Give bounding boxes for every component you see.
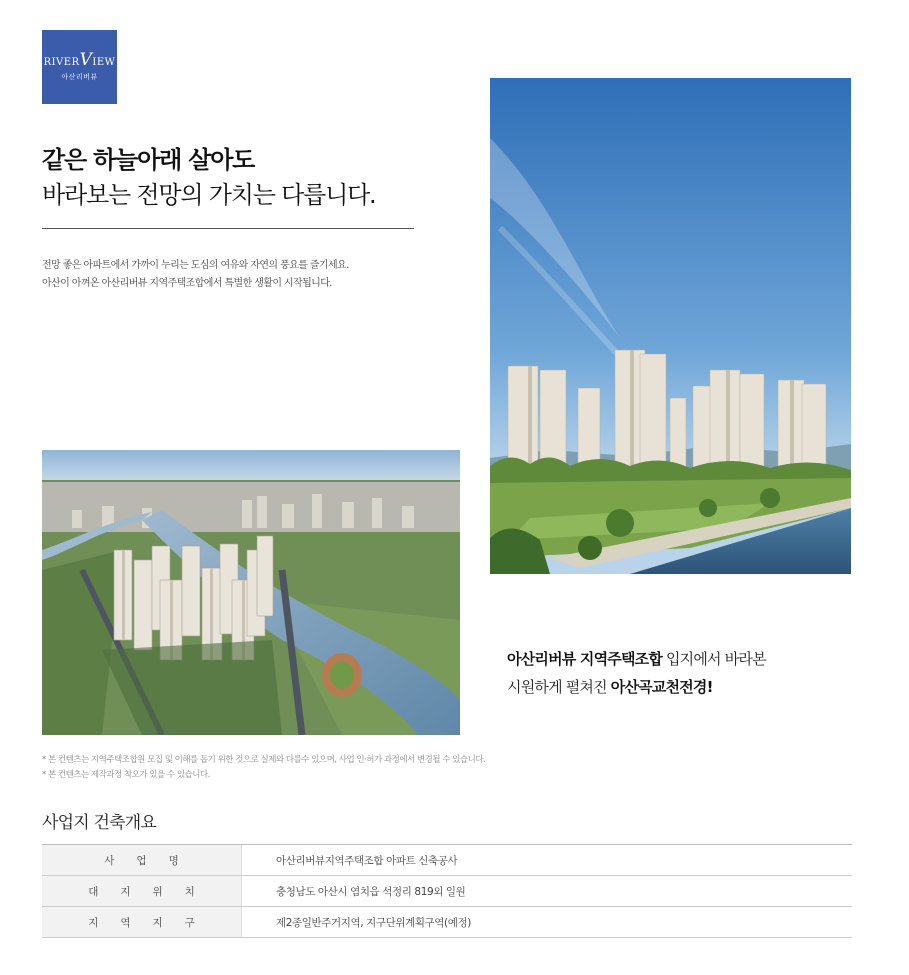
logo-wordmark: RIVERVIEW (43, 50, 116, 70)
brand-logo (42, 30, 117, 104)
spec-key: 대지위치 (42, 876, 242, 906)
logo-subtitle: 아산리버뷰 (61, 73, 98, 81)
description-line-2: 아산이 아껴온 아산리버뷰 지역주택조합에서 특별한 생활이 시작됩니다. (42, 278, 332, 289)
spec-table (42, 844, 852, 938)
disclaimer-note-2: * 본 컨텐츠는 제작과정 착오가 있을 수 있습니다. (42, 770, 210, 780)
headline-line-2: 바라보는 전망의 가치는 다릅니다. (42, 181, 376, 209)
headline-line-1: 같은 하늘아래 살아도 (42, 146, 255, 174)
spec-value: 제2종일반주거지역, 지구단위계획구역(예정) (276, 916, 471, 929)
aerial-view-image (42, 450, 460, 735)
caption-line-1: 아산리버뷰 지역주택조합 입지에서 바라본 (507, 650, 766, 668)
headline-divider (42, 228, 414, 229)
disclaimer-note-1: * 본 컨텐츠는 지역주택조합원 모집 및 이해를 돕기 위한 것으로 실제와 다를수 있으며, 사업 인·허가 과정에서 변경될 수 있습니다. (42, 755, 486, 765)
spec-value: 충청남도 아산시 염치읍 석정리 819외 일원 (276, 885, 466, 898)
section-title: 사업지 건축개요 (42, 813, 156, 833)
table-row (42, 876, 852, 907)
spec-value: 아산리버뷰지역주택조합 아파트 신축공사 (276, 854, 458, 867)
spec-key: 사업명 (42, 845, 242, 875)
caption-line-2: 시원하게 펼쳐진 아산곡교천전경! (507, 678, 713, 696)
table-row (42, 845, 852, 876)
spec-key: 지역지구 (42, 907, 242, 937)
description-line-1: 전망 좋은 아파트에서 가까이 누리는 도심의 여유와 자연의 풍요를 즐기세요. (42, 260, 349, 271)
riverside-view-image (490, 78, 851, 574)
table-row (42, 907, 852, 938)
